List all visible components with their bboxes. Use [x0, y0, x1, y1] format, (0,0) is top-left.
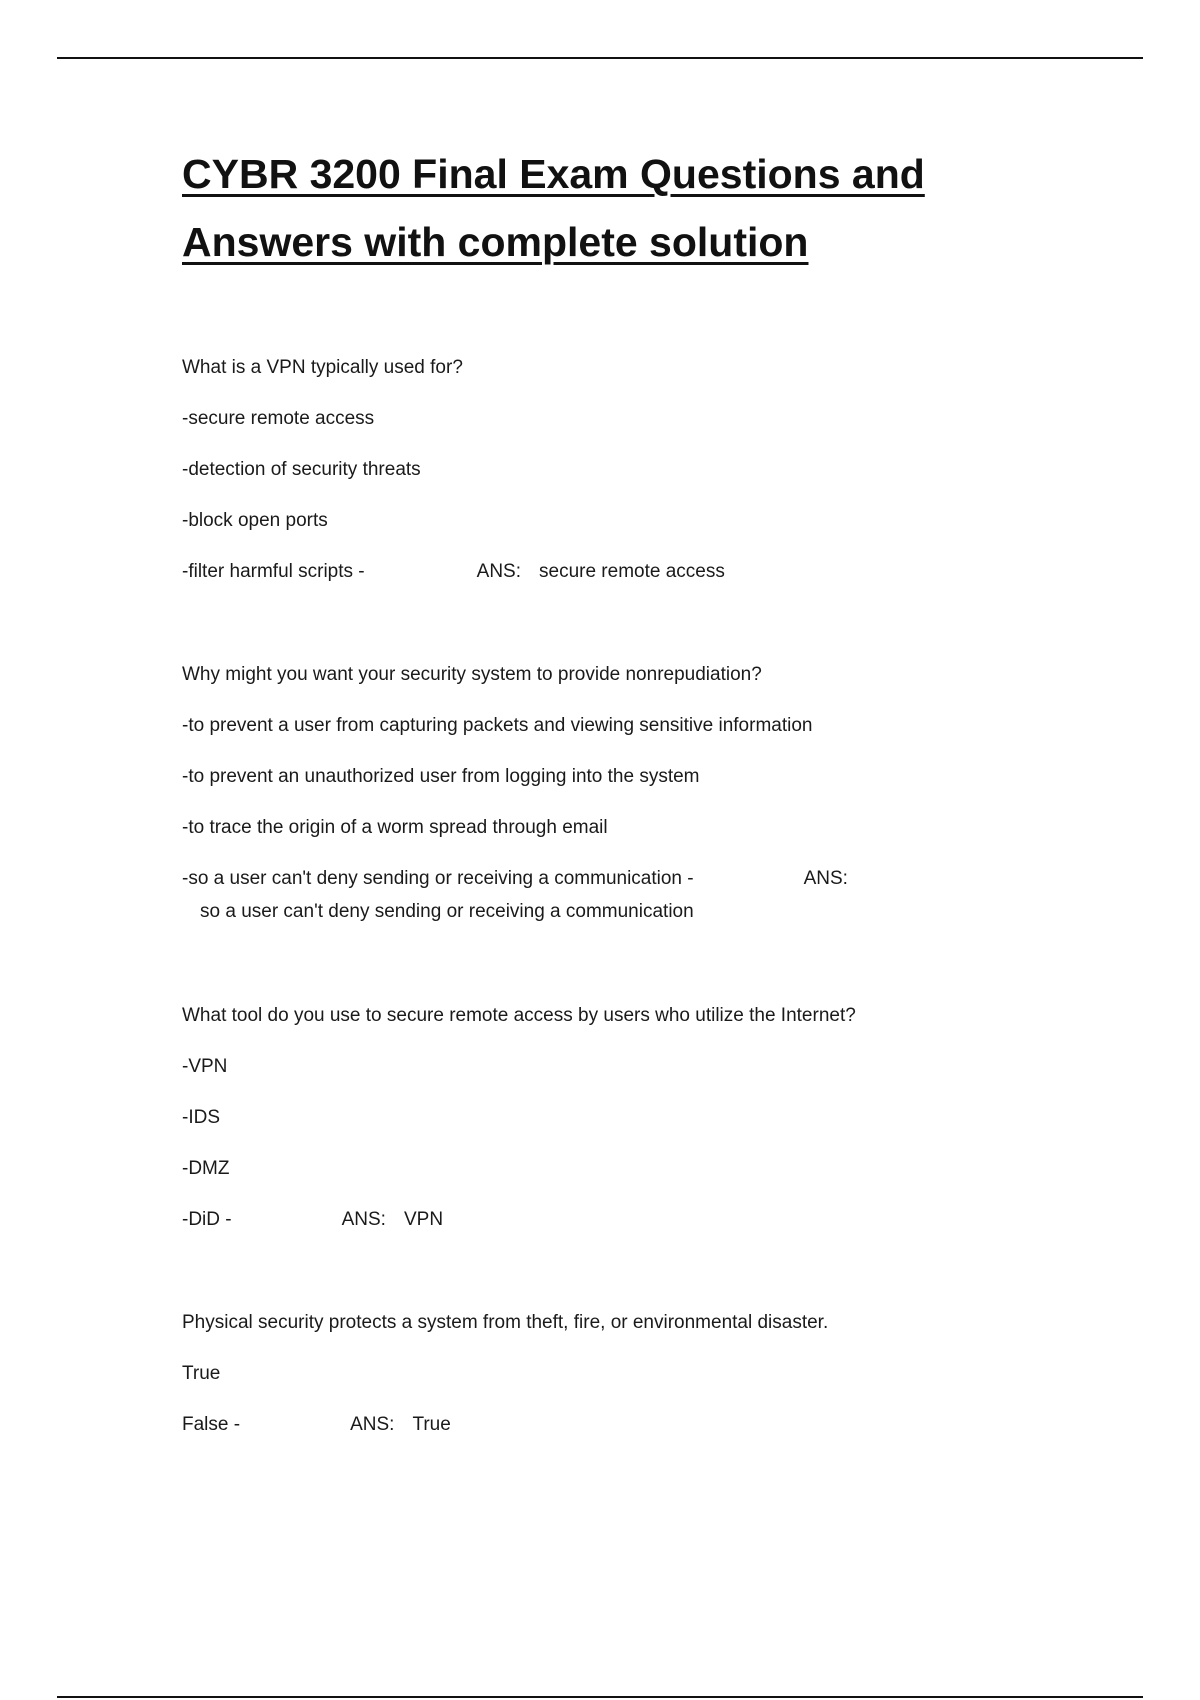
header-rule [57, 57, 1143, 59]
option-with-answer [182, 546, 1062, 597]
option: True [182, 1363, 221, 1384]
footer-rule [57, 1696, 1143, 1698]
answer-value: VPN [403, 1209, 444, 1230]
option: -to trace the origin of a worm spread through email [182, 817, 608, 838]
option: -filter harmful scripts - [182, 561, 365, 582]
answer-value: secure remote access [539, 561, 725, 582]
option-with-answer [182, 1399, 1062, 1450]
option: False - [182, 1414, 241, 1435]
question-block-1 [182, 342, 1062, 597]
document-title [182, 140, 1062, 276]
title-line-1: CYBR 3200 Final Exam Questions and [182, 151, 925, 197]
option-with-answer [182, 853, 1062, 928]
answer-label: ANS: [350, 1414, 395, 1435]
title-line-2: Answers with complete solution [182, 219, 809, 265]
answer-value: so a user can't deny sending or receiving a communication [200, 901, 694, 922]
question-block-2 [182, 649, 1062, 928]
answer-label: ANS: [476, 561, 521, 582]
option-with-answer [182, 1194, 1062, 1245]
question-text: Physical security protects a system from theft, fire, or environmental disaster. [182, 1312, 829, 1333]
question-text: What tool do you use to secure remote access by users who utilize the Internet? [182, 1005, 856, 1026]
question-text: What is a VPN typically used for? [182, 357, 463, 378]
option: -so a user can't deny sending or receiving a communication - [182, 868, 694, 889]
question-text: Why might you want your security system to provide nonrepudiation? [182, 664, 762, 685]
option: -to prevent an unauthorized user from logging into the system [182, 766, 700, 787]
option: -block open ports [182, 510, 328, 531]
option: -to prevent a user from capturing packets and viewing sensitive information [182, 715, 813, 736]
answer-label: ANS: [341, 1209, 386, 1230]
option: -DiD - [182, 1209, 232, 1230]
answer-label: ANS: [803, 868, 848, 889]
option: -secure remote access [182, 408, 375, 429]
option: -DMZ [182, 1158, 230, 1179]
answer-value: True [412, 1414, 451, 1435]
option: -VPN [182, 1056, 228, 1077]
option: -detection of security threats [182, 459, 421, 480]
question-block-3 [182, 990, 1062, 1245]
question-block-4 [182, 1297, 1062, 1450]
option: -IDS [182, 1107, 220, 1128]
